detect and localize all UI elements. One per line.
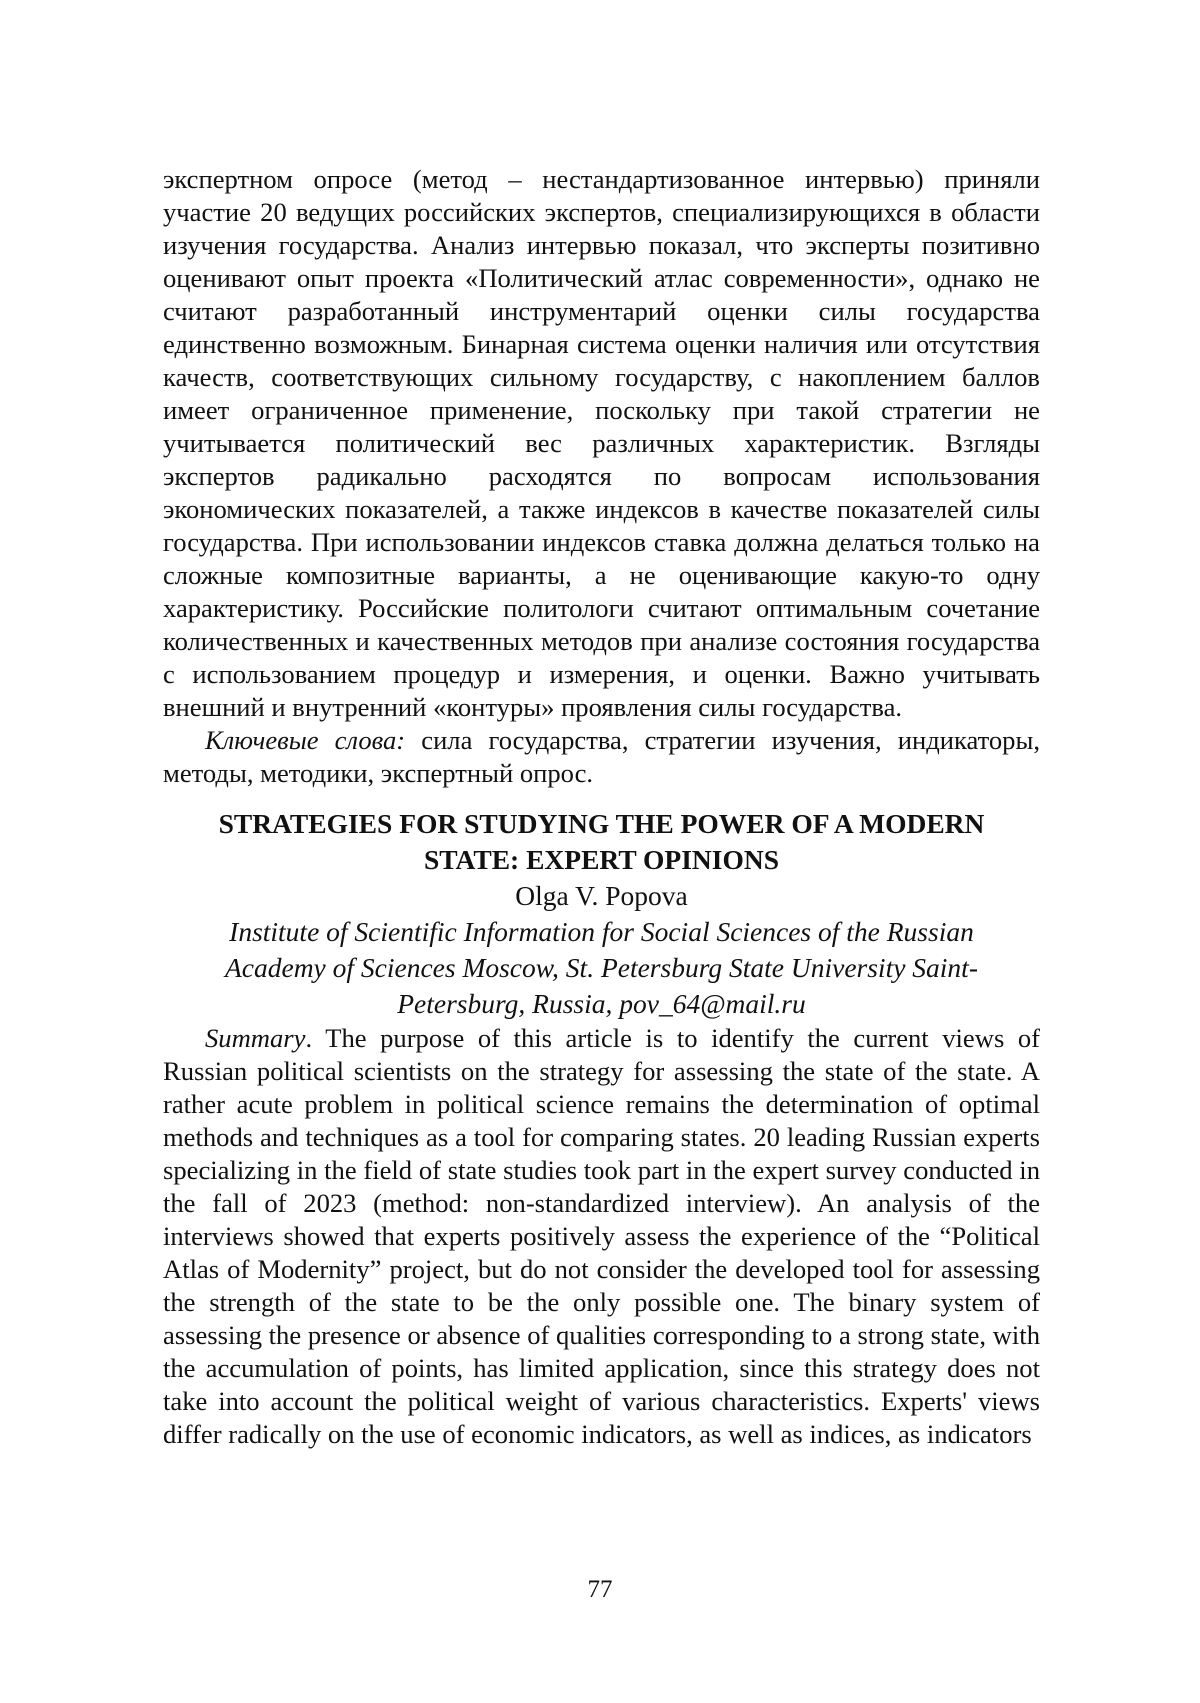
page-body: [163, 163, 1040, 1451]
english-title-line-1: STRATEGIES FOR STUDYING THE POWER OF A MODERN: [218, 808, 985, 839]
russian-abstract-continuation: экспертном опросе (метод – нестандартизованное интервью) приняли участие 20 ведущих российских экспертов, специализирующихся в области изучения государства. Анализ интервью показал, что эксперты позитивно оценивают опыт проекта «Политический атлас современности», однако не считают разработанный инструментарий оценки силы государства единственно возможным. Бинарная система оценки наличия или отсутствия качеств, соответствующих сильному государству, с накоплением баллов имеет ограниченное применение, поскольку при такой стратегии не учитывается политический вес различных характеристик. Взгляды экспертов радикально расходятся по вопросам использования экономических показателей, а также индексов в качестве показателей силы государства. При использовании индексов ставка должна делаться только на сложные композитные варианты, а не оценивающие какую-то одну характеристику. Российские политологи считают оптимальным сочетание количественных и качественных методов при анализе состояния государства с использованием процедур и измерения, и оценки. Важно учитывать внешний и внутренний «контуры» проявления силы государства.: [163, 164, 1040, 722]
summary-label: Summary: [205, 1023, 306, 1053]
page-number: 77: [587, 1576, 613, 1603]
author-name: Olga V. Popova: [515, 880, 688, 911]
english-title: [163, 806, 1040, 878]
affiliation-line-3: Petersburg, Russia, pov_64@mail.ru: [397, 988, 806, 1019]
russian-keywords: [163, 724, 1040, 790]
author-affiliation: [163, 914, 1040, 1022]
keywords-text: сила государства, стратегии изучения, индикаторы, методы, методики, экспертный опрос.: [163, 725, 1040, 788]
affiliation-line-2: Academy of Sciences Moscow, St. Petersburg State University Saint-: [224, 952, 978, 983]
english-summary: [163, 1022, 1040, 1451]
summary-text: . The purpose of this article is to identify the current views of Russian political scientists on the strategy for assessing the state of the state. A rather acute problem in political science remains the determination of optimal methods and techniques as a tool for comparing states. 20 leading Russian experts specializing in the field of state studies took part in the expert survey conducted in the fall of 2023 (method: non-standardized interview). An analysis of the interviews showed that experts positively assess the experience of the “Political Atlas of Modernity” project, but do not consider the developed tool for assessing the strength of the state to be the only possible one. The binary system of assessing the presence or absence of qualities corresponding to a strong state, with the accumulation of points, has limited application, since this strategy does not take into account the political weight of various characteristics. Experts' views differ radically on the use of economic indicators, as well as indices, as indicators: [163, 1023, 1040, 1449]
affiliation-line-1: Institute of Scientific Information for Social Sciences of the Russian: [229, 916, 974, 947]
english-title-line-2: STATE: EXPERT OPINIONS: [423, 844, 780, 875]
keywords-label: Ключевые слова:: [205, 725, 406, 755]
